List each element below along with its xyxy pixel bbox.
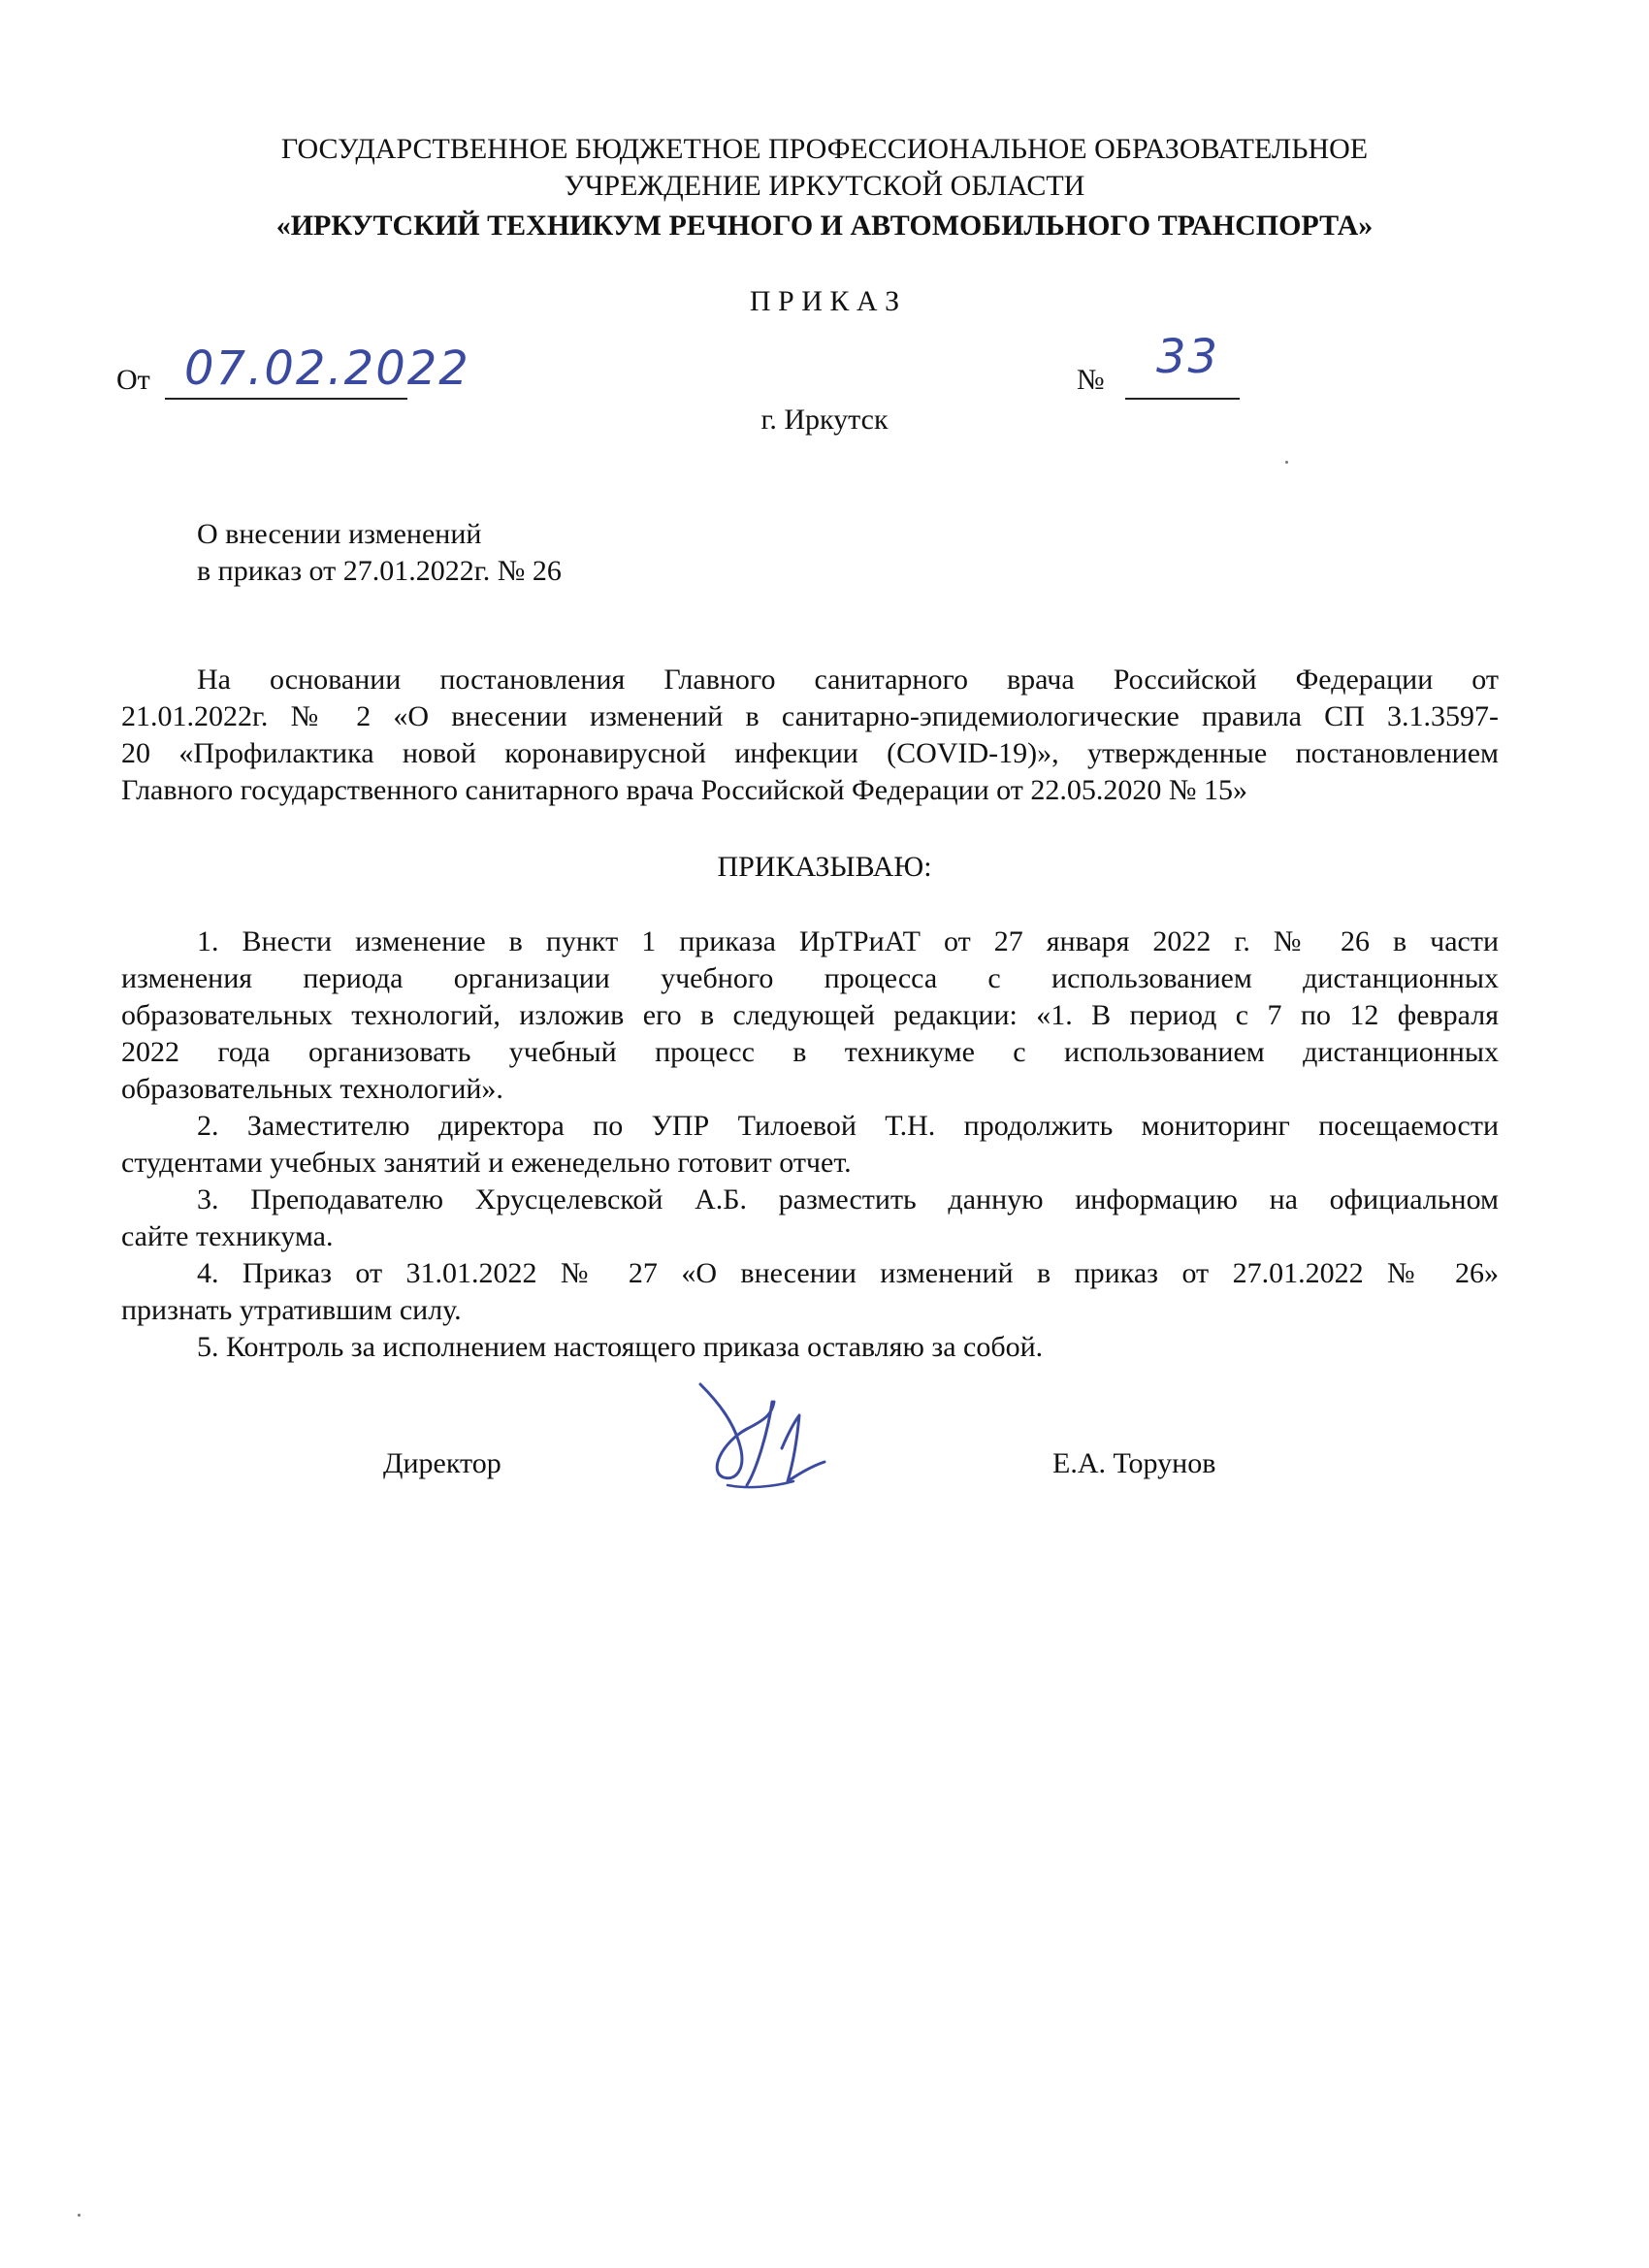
institution-name: «ИРКУТСКИЙ ТЕХНИКУМ РЕЧНОГО И АВТОМОБИЛЬНОГО ТРАНСПОРТА»	[275, 210, 1374, 242]
subject-line-1: О внесении изменений	[197, 518, 482, 550]
number-handwritten: 33	[1156, 330, 1220, 384]
city: г. Иркутск	[760, 404, 889, 436]
preamble-line-1: На основании постановления Главного санитарного врача Российской Федерации от	[197, 664, 1499, 696]
number-underline	[1125, 398, 1240, 400]
institution-line-1: ГОСУДАРСТВЕННОЕ БЮДЖЕТНОЕ ПРОФЕССИОНАЛЬНОЕ ОБРАЗОВАТЕЛЬНОЕ	[280, 133, 1369, 165]
signature-image	[679, 1373, 844, 1499]
institution-line-2: УЧРЕЖДЕНИЕ ИРКУТСКОЙ ОБЛАСТИ	[564, 170, 1085, 202]
date-underline	[165, 398, 407, 400]
preamble-line-2: 21.01.2022г. № 2 «О внесении изменений в санитарно-эпидемиологические правила СП 3.1.3597-	[121, 700, 1499, 732]
date-label: От	[116, 364, 150, 396]
signature-position: Директор	[383, 1447, 501, 1479]
number-label: №	[1077, 364, 1105, 396]
item-2-line-2: студентами учебных занятий и еженедельно готовит отчет.	[121, 1147, 852, 1179]
item-3-line-2: сайте техникума.	[121, 1220, 334, 1252]
document-type: П Р И К А З	[749, 285, 900, 317]
item-1-line-4: 2022 года организовать учебный процесс в техникуме с использованием дистанционных	[121, 1036, 1499, 1068]
scan-speck	[1285, 461, 1288, 464]
item-1-line-2: изменения периода организации учебного процесса с использованием дистанционных	[121, 962, 1499, 994]
subject-line-2: в приказ от 27.01.2022г. № 26	[197, 555, 562, 587]
preamble-line-4: Главного государственного санитарного врача Российской Федерации от 22.05.2020 № 15»	[121, 774, 1248, 806]
item-1-line-1: 1. Внести изменение в пункт 1 приказа ИрТРиАТ от 27 января 2022 г. № 26 в части	[197, 925, 1499, 957]
signature-name: Е.А. Торунов	[1052, 1447, 1216, 1479]
item-1-line-5: образовательных технологий».	[121, 1073, 503, 1105]
item-4-line-2: признать утратившим силу.	[121, 1294, 462, 1326]
item-3-line-1: 3. Преподавателю Хрусцелевской А.Б. разместить данную информацию на официальном	[197, 1183, 1499, 1215]
item-4-line-1: 4. Приказ от 31.01.2022 № 27 «О внесении изменений в приказ от 27.01.2022 № 26»	[197, 1257, 1499, 1289]
order-word: ПРИКАЗЫВАЮ:	[717, 851, 932, 883]
item-5-line-1: 5. Контроль за исполнением настоящего приказа оставляю за собой.	[197, 1331, 1044, 1363]
item-1-line-3: образовательных технологий, изложив его в следующей редакции: «1. В период с 7 по 12 февраля	[121, 999, 1499, 1031]
item-2-line-1: 2. Заместителю директора по УПР Тилоевой Т.Н. продолжить мониторинг посещаемости	[197, 1110, 1499, 1142]
scan-speck-bottom	[78, 2214, 81, 2217]
preamble-line-3: 20 «Профилактика новой коронавирусной инфекции (COVID-19)», утвержденные постановлением	[121, 737, 1499, 769]
date-handwritten: 07.02.2022	[184, 341, 470, 396]
